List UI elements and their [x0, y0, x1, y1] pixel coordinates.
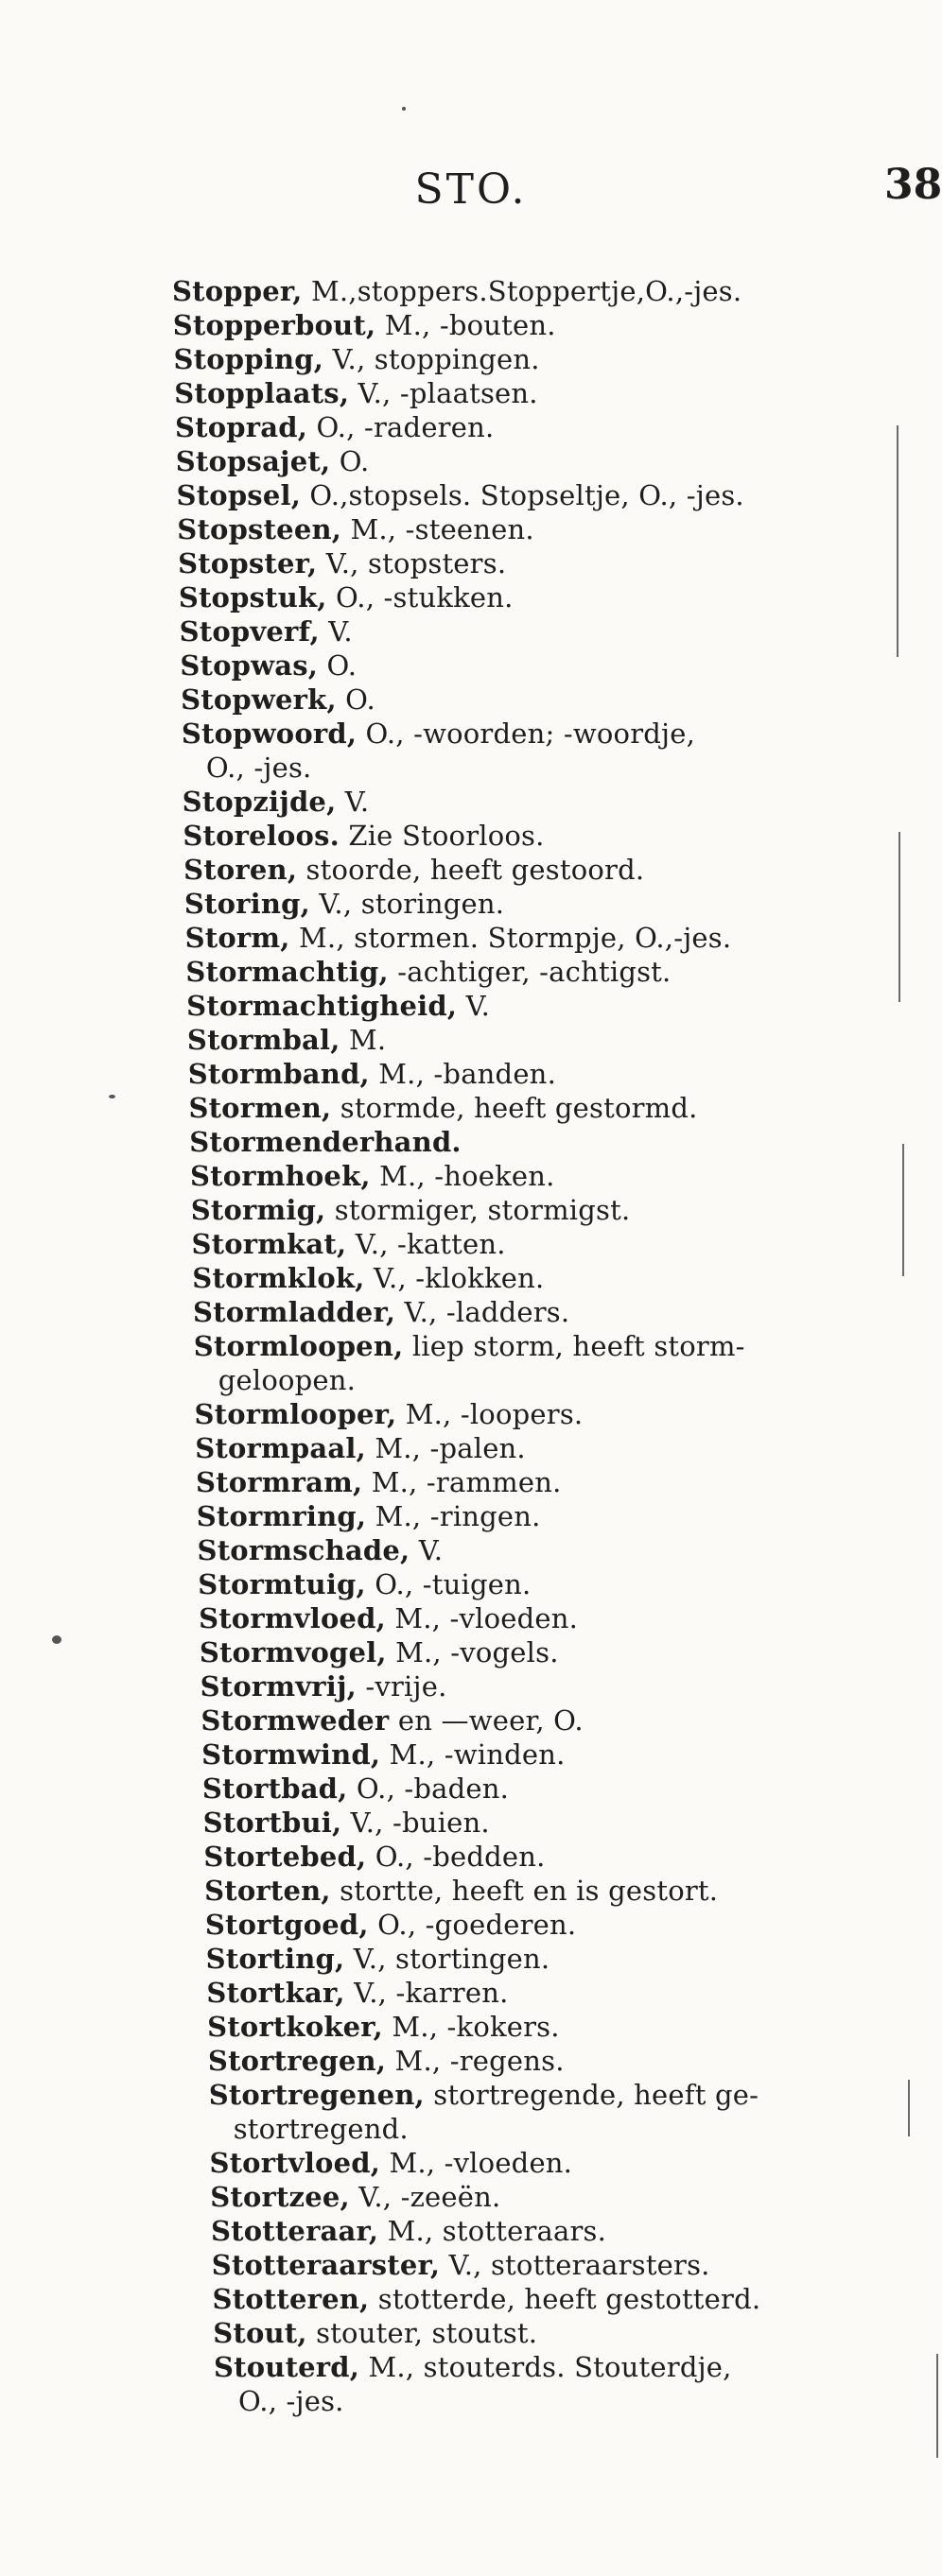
entry-headword: Stopsel, — [176, 479, 301, 511]
entry-definition: M., -vloeden. — [394, 1602, 579, 1634]
dictionary-entry — [209, 2146, 903, 2180]
entry-headword: Stormband, — [187, 1058, 370, 1090]
entry-definition: M.,stoppers.Stoppertje,O.,-jes. — [310, 275, 742, 307]
dictionary-entry — [206, 1976, 901, 2010]
entry-definition: V. — [418, 1534, 444, 1566]
entry-headword: Stopverf, — [179, 615, 320, 648]
dictionary-entry — [177, 478, 886, 512]
entry-definition: M., -loopers. — [405, 1398, 584, 1430]
entry-definition: M., -vloeden. — [389, 2147, 573, 2179]
entry-definition: M., -hoeken. — [379, 1160, 555, 1192]
entry-headword: Stopplaats, — [174, 377, 350, 409]
entry-headword: Stormram, — [196, 1466, 363, 1498]
entry-headword: Stormachtig, — [185, 956, 389, 988]
entry-definition: V., stopsters. — [325, 547, 507, 579]
dictionary-entry — [193, 1295, 895, 1329]
entry-headword: Stout, — [213, 2317, 307, 2349]
entry-headword: Stopwoord, — [181, 717, 358, 750]
entry-definition: O. — [345, 683, 375, 716]
entry-definition: O., -raderen. — [316, 411, 495, 443]
entry-definition: V. — [465, 990, 491, 1022]
entry-headword: Stormweder — [201, 1704, 390, 1737]
dictionary-entry — [172, 274, 883, 308]
dictionary-entry — [202, 1772, 900, 1806]
entry-headword: Stormhoek, — [189, 1160, 371, 1192]
dictionary-entry — [180, 614, 888, 648]
dictionary-entry — [181, 683, 888, 717]
entry-headword: Stormig, — [190, 1194, 326, 1226]
entry-definition: V. — [344, 786, 370, 818]
entry-headword: Storten, — [204, 1875, 331, 1907]
entry-definition: V., stortingen. — [353, 1943, 550, 1975]
entry-headword: Stormvloed, — [199, 1602, 386, 1634]
margin-rule — [898, 832, 900, 1002]
dictionary-entry — [212, 2282, 905, 2316]
entry-continuation: geloopen. — [218, 1364, 357, 1396]
entry-definition: M. — [348, 1024, 387, 1056]
dictionary-entry — [192, 1261, 894, 1295]
entry-headword: Stormkat, — [191, 1228, 347, 1260]
dictionary-entry — [188, 1091, 892, 1125]
entry-headword: Stortregen, — [207, 2045, 387, 2077]
entry-definition: V., stotteraarsters. — [448, 2249, 710, 2281]
dictionary-entry — [189, 1125, 893, 1159]
entry-headword: Storing, — [183, 888, 310, 920]
entry-definition: M., -regens. — [394, 2045, 565, 2077]
entry-definition: M., -banden. — [378, 1058, 556, 1090]
entry-definition: stoorde, heeft gestoord. — [305, 854, 645, 886]
entry-headword: Stopper, — [172, 275, 303, 307]
entry-headword: Stortkar, — [206, 1977, 345, 2009]
entry-headword: Stormladder, — [193, 1296, 396, 1328]
entry-definition: V. — [328, 615, 353, 648]
entry-definition: -achtiger, -achtigst. — [397, 956, 672, 988]
dictionary-entry — [191, 1193, 894, 1227]
entry-headword: Stortbad, — [201, 1772, 348, 1805]
dictionary-entry — [175, 410, 885, 444]
entry-headword: Stormlooper, — [194, 1398, 397, 1430]
entry-headword: Stortbui, — [202, 1807, 342, 1839]
entry-headword: Storting, — [205, 1943, 345, 1975]
dictionary-entry — [197, 1499, 897, 1533]
entry-headword: Stopster, — [178, 547, 318, 579]
entry-definition: M., -bouten. — [384, 309, 556, 341]
dictionary-entry — [195, 1397, 896, 1431]
entry-definition: liep storm, heeft storm- — [411, 1330, 745, 1362]
entry-definition: V., -buien. — [350, 1807, 490, 1839]
dictionary-entry — [203, 1806, 900, 1840]
dictionary-entry — [183, 785, 889, 819]
entry-definition: M., -vogels. — [395, 1636, 559, 1668]
entry-headword: Stormklok, — [192, 1262, 365, 1294]
margin-rule — [936, 2354, 938, 2458]
entry-definition: stortte, heeft en is gestort. — [340, 1875, 719, 1907]
entry-definition: O. — [326, 649, 358, 682]
ink-speck — [109, 1095, 115, 1098]
entry-headword: Stopping, — [173, 343, 324, 375]
dictionary-entry — [214, 2350, 906, 2418]
dictionary-entry — [190, 1159, 893, 1193]
dictionary-entry — [205, 1908, 901, 1942]
entry-headword: Storen, — [183, 854, 298, 886]
entry-definition: M., -palen. — [375, 1432, 526, 1464]
entry-definition: O., -stukken. — [336, 581, 514, 614]
dictionary-entry — [194, 1329, 896, 1397]
entry-headword: Stortregenen, — [208, 2079, 425, 2111]
entry-definition: Zie Stoorloos. — [348, 820, 545, 852]
entry-definition: M., stotteraars. — [387, 2215, 607, 2247]
entry-headword: Stopstuk, — [178, 581, 327, 614]
entry-definition: stouter, stoutst. — [316, 2317, 538, 2349]
entry-definition: M., stouterds. Stouterdje, — [368, 2351, 732, 2383]
dictionary-entry — [178, 546, 886, 580]
entry-definition: O., -baden. — [356, 1772, 510, 1805]
entry-headword: Stopzijde, — [182, 786, 337, 818]
dictionary-entry — [204, 1874, 900, 1908]
dictionary-entry — [198, 1567, 898, 1601]
entry-definition: stormiger, stormigst. — [334, 1194, 631, 1226]
entry-definition: V., -plaatsen. — [358, 377, 538, 409]
dictionary-entry — [184, 887, 890, 921]
dictionary-entry — [176, 444, 885, 478]
entry-headword: Stortgoed, — [204, 1909, 369, 1941]
entry-headword: Storeloos. — [183, 820, 340, 852]
entry-definition: V., -ladders. — [404, 1296, 570, 1328]
dictionary-entry — [201, 1738, 899, 1772]
entry-definition: O. — [339, 445, 370, 477]
dictionary-entry — [211, 2214, 904, 2248]
entry-definition: M., -kokers. — [392, 2011, 560, 2043]
dictionary-entry — [183, 853, 889, 887]
dictionary-entry — [203, 1840, 900, 1874]
entry-definition: -vrije. — [365, 1670, 447, 1703]
entry-headword: Stotteraarster, — [211, 2249, 441, 2281]
dictionary-entry — [201, 1669, 899, 1703]
entry-headword: Stopsajet, — [175, 445, 331, 477]
dictionary-entry — [199, 1601, 898, 1635]
dictionary-entry — [183, 819, 889, 853]
entry-headword: Stormenderhand. — [189, 1126, 462, 1158]
entry-headword: Stortkoker, — [207, 2011, 383, 2043]
entry-definition: O., -goederen. — [377, 1909, 577, 1941]
entry-definition: stotterde, heeft gestotterd. — [377, 2283, 761, 2315]
entry-definition: O., -woorden; -woordje, — [365, 717, 696, 750]
entry-definition: M., -ringen. — [375, 1500, 541, 1532]
dictionary-entry — [186, 989, 891, 1023]
entry-definition: V., -karren. — [354, 1977, 509, 2009]
entry-headword: Stormpaal, — [195, 1432, 366, 1464]
entry-headword: Stopperbout, — [172, 309, 376, 341]
entry-headword: Stopwerk, — [181, 683, 337, 716]
entry-definition: M., -rammen. — [371, 1466, 562, 1498]
entry-headword: Stormvogel, — [199, 1636, 387, 1668]
entry-continuation: stortregend. — [233, 2113, 409, 2145]
entry-definition: stormde, heeft gestormd. — [340, 1092, 698, 1124]
entry-continuation: O., -jes. — [238, 2385, 344, 2417]
entry-definition: V., -katten. — [355, 1228, 506, 1260]
entry-headword: Stoprad, — [175, 411, 308, 443]
entry-definition: V., stoppingen. — [332, 343, 540, 375]
dictionary-entry — [206, 1942, 902, 1976]
entry-headword: Stopsteen, — [177, 513, 342, 545]
entry-headword: Stormen, — [188, 1092, 332, 1124]
entry-headword: Stormbal, — [186, 1024, 340, 1056]
dictionary-entry — [182, 717, 889, 785]
entry-headword: Stouterd, — [214, 2351, 360, 2383]
dictionary-entry — [174, 376, 884, 410]
entry-headword: Stormachtigheid, — [186, 990, 458, 1022]
margin-rule — [897, 425, 898, 657]
entry-continuation: O., -jes. — [205, 752, 312, 784]
entry-headword: Stotteraar, — [210, 2215, 379, 2247]
entry-headword: Stormtuig, — [198, 1568, 366, 1600]
entry-headword: Stormring, — [196, 1500, 367, 1532]
entry-definition: stortregende, heeft ge- — [433, 2079, 759, 2111]
entry-headword: Stotteren, — [212, 2283, 370, 2315]
entry-definition: O.,stopsels. Stopseltje, O., -jes. — [309, 479, 744, 511]
entry-headword: Stormwind, — [201, 1738, 381, 1771]
dictionary-entry — [208, 2044, 903, 2078]
dictionary-entry — [177, 512, 886, 546]
dictionary-entry — [201, 1703, 898, 1738]
dictionary-entry — [198, 1533, 898, 1567]
entry-definition: V., -zeeën. — [358, 2181, 501, 2213]
dictionary-entry — [210, 2180, 904, 2214]
dictionary-entry — [196, 1465, 897, 1499]
entry-definition: M., stormen. Stormpje, O.,-jes. — [299, 922, 732, 954]
dictionary-entry — [191, 1227, 894, 1261]
dictionary-entry — [174, 342, 884, 376]
dictionary-entry — [179, 580, 887, 614]
entry-definition: M., -winden. — [389, 1738, 566, 1771]
dictionary-entry — [212, 2248, 905, 2282]
entry-definition: V., -klokken. — [373, 1262, 545, 1294]
entry-definition: M., -steenen. — [350, 513, 534, 545]
dictionary-entry — [173, 308, 884, 342]
dictionary-entry — [213, 2316, 905, 2350]
entry-headword: Stortebed, — [203, 1841, 367, 1873]
margin-rule — [908, 2080, 910, 2136]
dictionary-entry — [185, 955, 890, 989]
dictionary-entry — [195, 1431, 896, 1465]
page-title: STO. — [414, 165, 528, 214]
entry-definition: en —weer, O. — [397, 1704, 584, 1737]
entry-headword: Storm, — [184, 922, 290, 954]
dictionary-entry — [187, 1023, 892, 1057]
entry-headword: Stortzee, — [210, 2181, 350, 2213]
dictionary-entry — [207, 2010, 902, 2044]
entry-headword: Stopwas, — [180, 649, 319, 682]
ink-speck — [402, 107, 406, 111]
entry-definition: O., -tuigen. — [375, 1568, 532, 1600]
dictionary-entry — [200, 1635, 898, 1669]
margin-rule — [902, 1144, 904, 1276]
ink-speck — [52, 1635, 61, 1644]
entry-headword: Stormschade, — [197, 1534, 410, 1566]
dictionary-entry — [209, 2078, 903, 2146]
entry-headword: Stormvrij, — [200, 1670, 357, 1703]
entry-headword: Stormloopen, — [193, 1330, 404, 1362]
dictionary-entry — [180, 648, 887, 683]
dictionary-entry — [188, 1057, 892, 1091]
entry-headword: Stortvloed, — [209, 2147, 381, 2179]
entry-definition: V., storingen. — [319, 888, 505, 920]
entry-definition: O., -bedden. — [375, 1841, 546, 1873]
page-number: 38 — [884, 161, 942, 209]
dictionary-entry — [185, 921, 891, 955]
